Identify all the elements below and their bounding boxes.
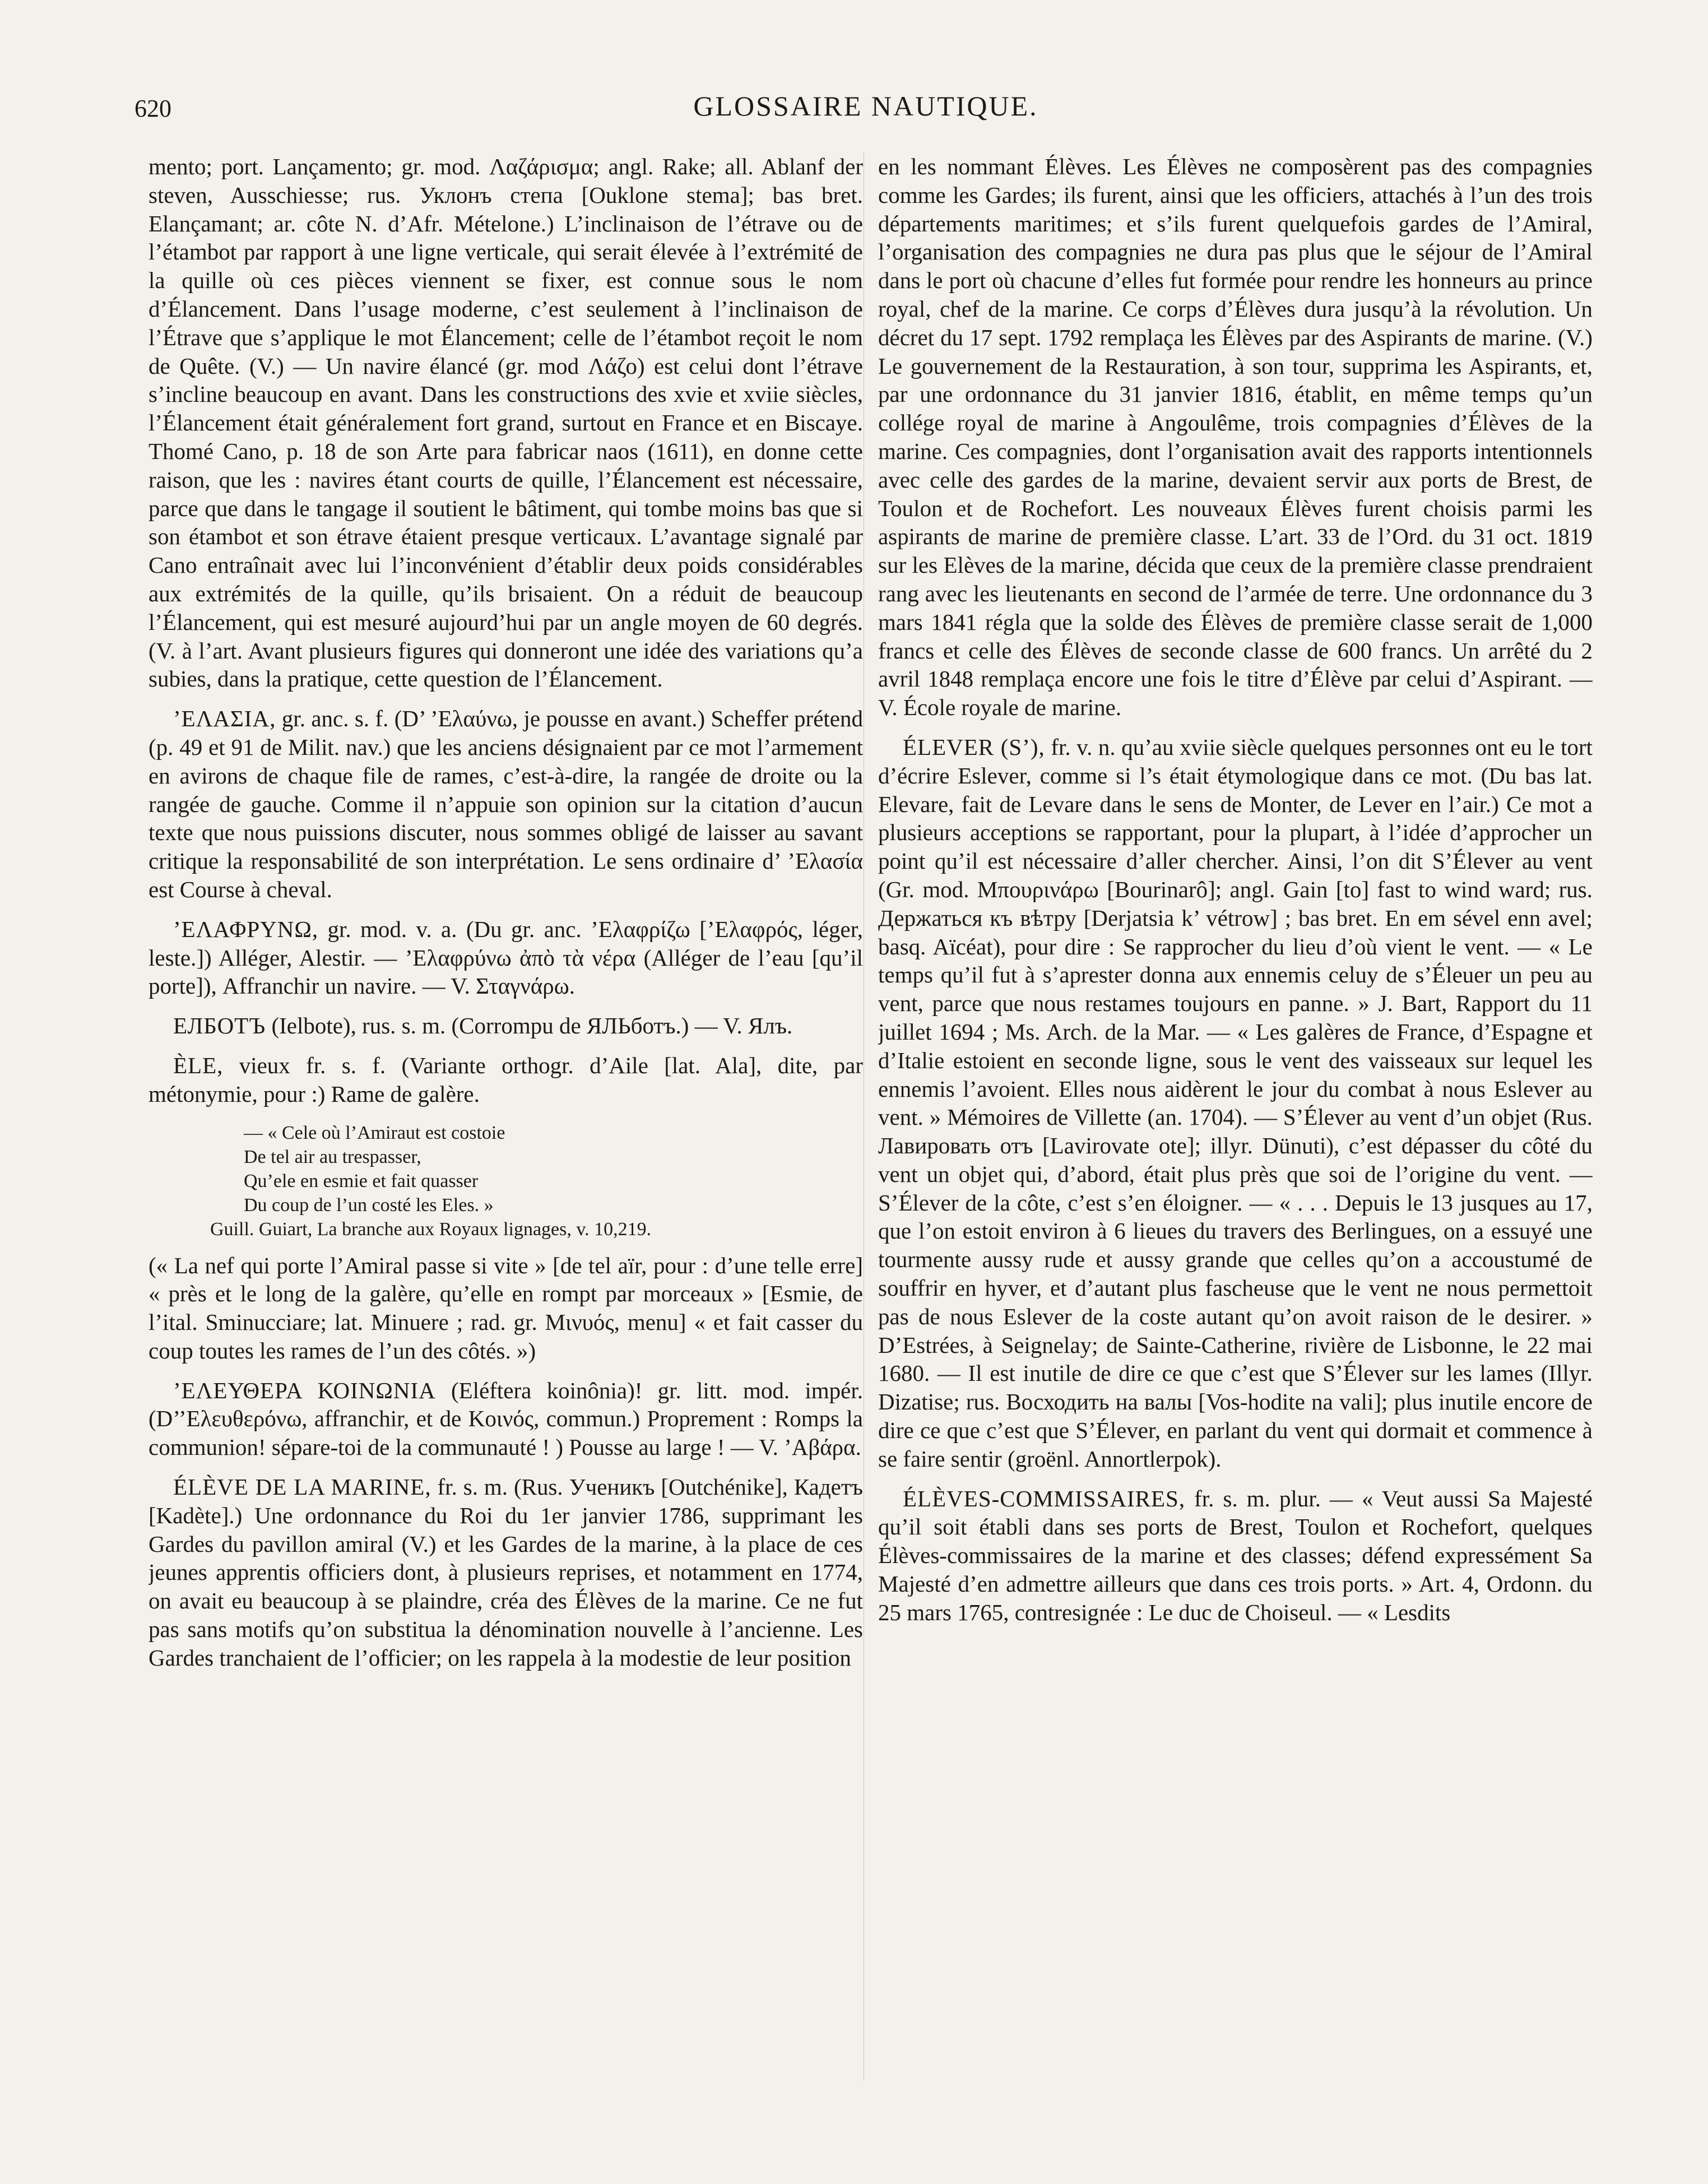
headword-eleftera-koinonia: ’ΕΛΕΥΘΕΡΑ ΚΟΙΝΩΝΙΑ [173, 1377, 436, 1403]
entry-elafryno-text: gr. mod. v. a. (Du gr. anc. ’Ελαφρίζω [’Ελαφρός, léger, leste.]) Alléger, Alestir. — ’Ελαφρύνω ἀπὸ τὰ νέρα (Alléger de l’eau [qu’il porte]), Affranchir un navire. — V. Σταγνάρω. [148, 916, 863, 999]
left-column [148, 152, 863, 2103]
verse-translation: (« La nef qui porte l’Amiral passe si vite » [de tel aïr, pour : d’une telle erre] « près et le long de la galère, qu’elle en rompt par morceaux » [Esmie, de l’ital. Sminucciare; lat. Minuere ; rad. gr. Μινυός, menu] « et fait casser du coup toutes les rames de l’un des côtés. ») [148, 1252, 863, 1364]
page-number: 620 [134, 95, 171, 122]
headword-eleve-de-la-marine: ÉLÈVE DE LA MARINE, [173, 1474, 431, 1500]
entry-eleftera-koinonia-text: (Eléftera koinônia)! gr. litt. mod. impér. (D’’Ελευθερόνω, affranchir, et de Κοινός, commun.) Proprement : Romps la communion! sépare-toi de la communauté ! ) Pousse au large ! — V. ’Αβάρα. [148, 1377, 863, 1460]
entry-eleve-de-la-marine-text: fr. s. m. (Rus. Ученикъ [Outchénike], Кадетъ [Kadète].) Une ordonnance du Roi du 1er janvier 1786, supprimant les Gardes du pavillon amiral (V.) et les Gardes de la marine, à la place de ces jeunes apprentis officiers dont, à plusieurs reprises, et notamment en 1774, on avait eu beaucoup à se plaindre, créa des Élèves de la marine. Ce ne fut pas sans motifs qu’on substitua la dénomination nouvelle à l’ancienne. Les Gardes tranchaient de l’officier; on les rappela à la modestie de leur position [148, 1474, 863, 1671]
entry-elasia-text: gr. anc. s. f. (D’ ’Ελαύνω, je pousse en avant.) Scheffer prétend (p. 49 et 91 de Milit. nav.) que les anciens désignaient par ce mot l’armement en avirons de chaque file de rames, c’est-à-dire, la rangée de droite ou la rangée de gauche. Comme il n’appuie son opinion sur la citation d’aucun texte que nous puissions discuter, nous sommes obligé de laisser au savant critique la responsabilité de son interprétation. Le sens ordinaire d’ ’Ελασία est Course à cheval. [148, 706, 863, 902]
entry-ele [148, 1051, 863, 1109]
running-head [134, 84, 1597, 135]
entry-elancement-continued: mento; port. Lançamento; gr. mod. Λαζάρισμα; angl. Rake; all. Ablanf der steven, Ausschiesse; rus. Уклонъ степа [Ouklone stema]; bas bret. Elançamant; ar. côte N. d’Afr. Mételone.) L’inclinaison de l’étrave ou de l’étambot par rapport à une ligne verticale, qui serait élevée à l’extrémité de la quille où ces pièces viennent se fixer, est connue sous le nom d’Élancement. Dans l’usage moderne, c’est seulement à l’inclinaison de l’Étrave que s’applique le mot Élancement; celle de l’étambot reçoit le nom de Quête. (V.) — Un navire élancé (gr. mod Λάζο) est celui dont l’étrave s’incline beaucoup en avant. Dans les constructions des xvie et xviie siècles, l’Élancement était généralement fort grand, surtout en France et en Biscaye. Thomé Cano, p. 18 de son Arte para fabricar naos (1611), en donne cette raison, que les : navires étant courts de quille, l’Élancement est nécessaire, parce que dans le tangage il soutient le bâtiment, qui tombe moins bas que si son étambot et son étrave étaient presque verticaux. L’avantage signalé par Cano entraînait avec lui l’inconvénient d’établir deux poids considérables aux extrémités de la quille, qu’ils brisaient. On a réduit de beaucoup l’Élancement, qui est mesuré aujourd’hui par un angle moyen de 60 degrés. (V. à l’art. Avant plusieurs figures qui donneront une idée des variations qu’a subies, dans la pratique, cette question de l’Élancement. [148, 154, 863, 692]
verse-line: De tel air au trespasser, [244, 1146, 421, 1167]
headword-ele: ÈLE, [173, 1052, 224, 1078]
headword-eleves-commissaires: ÉLÈVES-COMMISSAIRES, [903, 1485, 1186, 1511]
entry-eleftera-koinonia [148, 1376, 863, 1462]
entry-eleve-continued: en les nommant Élèves. Les Élèves ne composèrent pas des compagnies comme les Gardes; ils furent, ainsi que les officiers, attachés à l’un des trois départements maritimes; et s’ils furent quelquefois gardes de l’Amiral, l’organisation des compagnies ne dura pas plus que le séjour de l’Amiral dans le port où chacune d’elles fut formée pour rendre les honneurs au prince royal, chef de la marine. Ce corps d’Élèves dura jusqu’à la révolution. Un décret du 17 sept. 1792 remplaça les Élèves par des Aspirants de marine. (V.) Le gouvernement de la Restauration, à son tour, supprima les Aspirants, et, par une ordonnance du 31 janvier 1816, établit, en même temps qu’un collége royal de marine à Angoulême, trois compagnies d’Élèves de la marine. Ces compagnies, dont l’organisation avait des rapports intentionnels avec celle des gardes de la marine, devaient servir aux ports de Brest, de Toulon et de Rochefort. Les nouveaux Élèves furent choisis parmi les aspirants de marine de première classe. L’art. 33 de l’Ord. du 31 oct. 1819 sur les Elèves de la marine, décida que ceux de la première classe prendraient rang avec les lieutenants en second de l’armée de terre. Une ordonnance du 3 mars 1841 régla que la solde des Élèves de première classe serait de 1,000 francs et celle des Élèves de seconde classe de 600 francs. Un arrêté du 2 avril 1848 remplaça encore une fois le titre d’Élève par celui d’Aspirant. — V. École royale de marine. [878, 154, 1593, 721]
headword-s-elever: ÉLEVER (S’), [903, 734, 1045, 760]
page-title: GLOSSAIRE NAUTIQUE. [693, 90, 1038, 122]
verse-line: — « Cele où l’Amiraut est costoie [244, 1122, 505, 1143]
entry-s-elever-text: fr. v. n. qu’au xviie siècle quelques personnes ont eu le tort d’écrire Eslever, comme si l’s était étymologique dans ce mot. (Du bas lat. Elevare, fait de Levare dans le sens de Monter, de Lever en l’air.) Ce mot a plusieurs acceptions se rapportant, pour la plupart, à l’idée d’approcher un point qu’il est nécessaire d’aller chercher. Ainsi, l’on dit S’Élever au vent (Gr. mod. Μπουρινάρω [Bourinarô]; angl. Gain [to] fast to wind ward; rus. Держаться къ вѣтру [Derjatsia k’ vétrow] ; bas bret. En em sével enn avel; basq. Aïcéat), pour dire : Se rapprocher du lieu d’où vient le vent. — « Le temps qu’il fut à s’aprester donna aux ennemis celuy de s’Éleuer un peu au vent, parce que nous restames toujours en panne. » J. Bart, Rapport du 11 juillet 1694 ; Ms. Arch. de la Mar. — « Les galères de France, d’Espagne et d’Italie estoient en seconde ligne, sous le vent des vaisseaux sur lequel les ennemis l’avoient. Elles nous aidèrent le jour du combat à nous Eslever au vent. » Mémoires de Villette (an. 1704). — S’Élever au vent d’un objet (Rus. Лавировать отъ [Lavirovate ote]; illyr. Dünuti), c’est dépasser du côté du vent un objet qui, d’abord, était plus près que soi de l’origine du vent. — S’Élever de la côte, c’est s’en éloigner. — « . . . Depuis le 13 jusques au 17, que l’on estoit environ à 6 lieues du travers des Berlingues, on a essuyé une tourmente aussy rude et aussy grande que celles qu’on a accoustumé de souffrir en hyver, et d’autant plus fascheuse que le vent ne nous permettoit pas de nous Eslever de la coste autant qu’on avoit raison de le desirer. » D’Estrées, à Seignelay; de Sainte-Catherine, rivière de Lisbonne, le 22 mai 1680. — Il est inutile de dire ce que c’est que S’Élever sur les lames (Illyr. Dizatise; rus. Восходить на валы [Vos-hodite na vali]; plus inutile encore de dire ce que c’est que S’Élever, en parlant du vent qui dormait et commence à se faire sentir (groënl. Annortlerpok). [878, 734, 1593, 1472]
verse-quotation [210, 1121, 863, 1241]
verse-credit: Guill. Guiart, La branche aux Royaux lignages, v. 10,219. [210, 1218, 652, 1240]
entry-elasia [148, 704, 863, 904]
entry-eleves-commissaires [878, 1485, 1593, 1627]
entry-elbot [148, 1012, 863, 1040]
right-column [878, 152, 1593, 2103]
entry-s-elever [878, 733, 1593, 1473]
verse-line: Du coup de l’un costé les Eles. » [244, 1194, 494, 1216]
headword-elafryno: ’ΕΛΑΦΡΥΝΩ, [173, 916, 319, 942]
entry-ele-text: vieux fr. s. f. (Variante orthogr. d’Aile [lat. Ala], dite, par métonymie, pour :) Rame de galère. [148, 1052, 863, 1107]
headword-elasia: ’ΕΛΑΣΙΑ, [173, 706, 276, 732]
headword-elbot: ЕЛБОТЪ [173, 1013, 266, 1039]
entry-elbot-text: (Ielbote), rus. s. m. (Corrompu de ЯЛЬботъ.) — V. Ялъ. [266, 1013, 793, 1039]
entry-elafryno [148, 915, 863, 1000]
entry-eleves-commissaires-text: fr. s. m. plur. — « Veut aussi Sa Majesté qu’il soit établi dans ses ports de Brest, Toulon et Rochefort, quelques Élèves-commissaires de la marine et des classes; défend expressément Sa Majesté d’en admettre ailleurs que dans ces trois ports. » Art. 4, Ordonn. du 25 mars 1765, contresignée : Le duc de Choiseul. — « Lesdits [878, 1485, 1593, 1625]
verse-line: Qu’ele en esmie et fait quasser [244, 1170, 479, 1191]
entry-eleve-de-la-marine [148, 1473, 863, 1672]
